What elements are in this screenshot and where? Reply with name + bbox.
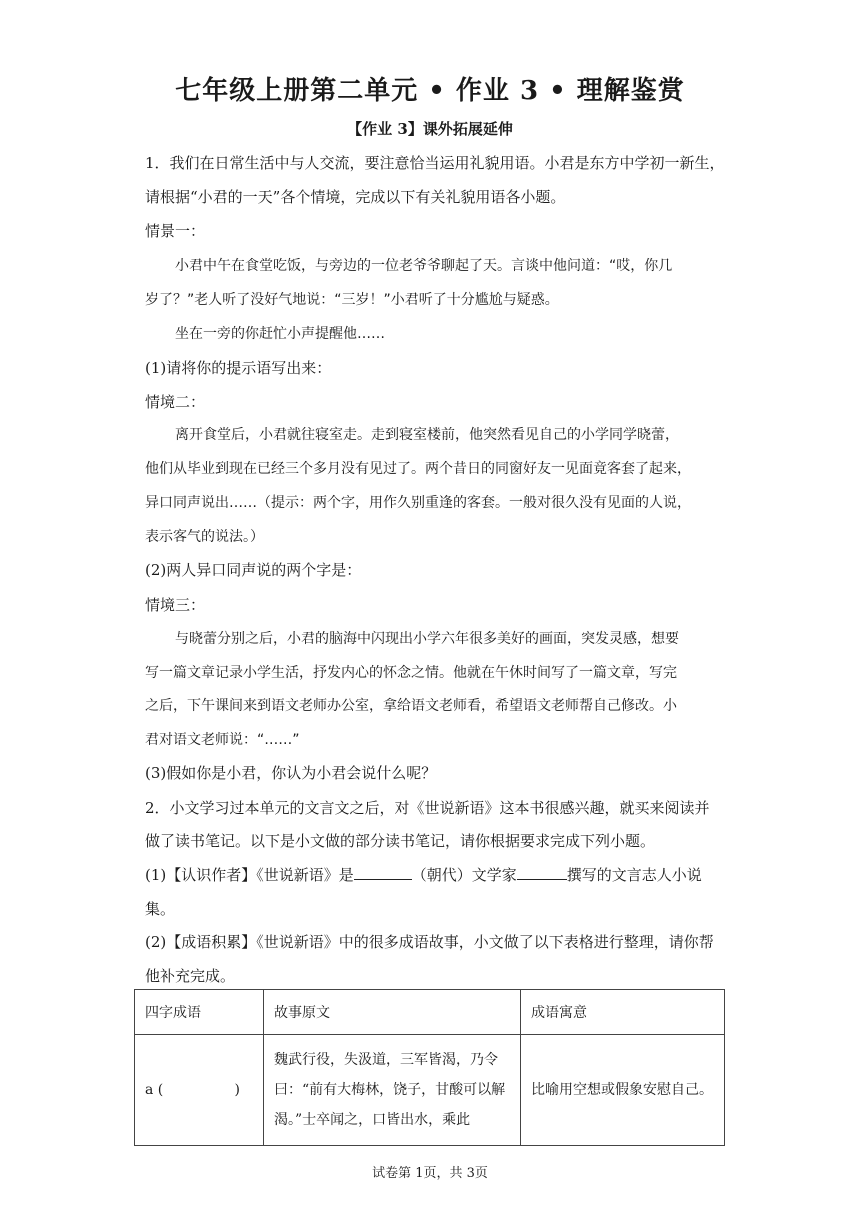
meaning-cell: 比喻用空想或假象安慰自己。: [521, 1035, 725, 1146]
section-subtitle: 【作业 3】课外拓展延伸: [347, 120, 513, 138]
story-cell: 魏武行役，失汲道，三军皆渴，乃令曰：“前有大梅林，饶子，甘酸可以解渴。”士卒闻之，口皆出水，乘此: [264, 1035, 521, 1146]
q2-sub1: [145, 864, 702, 885]
scene3-line-2: 写一篇文章记录小学生活，抒发内心的怀念之情。他就在午休时间写了一篇文章，写完: [145, 665, 677, 681]
q2-sub1-text-b: （朝代）文学家: [411, 866, 517, 884]
q1-sub1: (1)请将你的提示语写出来：: [145, 359, 332, 377]
scene3-line-1: 与晓蕾分别之后，小君的脑海中闪现出小学六年很多美好的画面，突发灵感，想要: [175, 631, 679, 647]
scene2-line-4: 表示客气的说法。）: [145, 529, 264, 545]
scene1-line-1: 小君中午在食堂吃饭，与旁边的一位老爷爷聊起了天。言谈中他问道：“哎，你几: [175, 258, 673, 274]
scene1-line-2: 岁了？”老人听了没好气地说：“三岁！”小君听了十分尴尬与疑惑。: [145, 292, 559, 308]
author-blank[interactable]: [517, 865, 567, 880]
q2-sub1-continued: 集。: [145, 900, 176, 918]
scene2-line-3: 异口同声说出……（提示：两个字，用作久别重逢的客套。一般对很久没有见面的人说，: [145, 495, 691, 511]
table-row: [135, 1035, 725, 1146]
scene2-line-1: 离开食堂后，小君就往寝室走。走到寝室楼前，他突然看见自己的小学同学晓蕾，: [175, 427, 679, 443]
page-title: 七年级上册第二单元 • 作业 3 • 理解鉴赏: [175, 76, 685, 106]
q1-sub3: (3)假如你是小君，你认为小君会说什么呢？: [145, 764, 437, 782]
scene3-line-4: 君对语文老师说：“……”: [145, 732, 300, 748]
scene3-label: 情境三：: [145, 596, 206, 614]
header-story: 故事原文: [264, 990, 521, 1035]
idiom-cell[interactable]: a ( ): [135, 1035, 264, 1146]
table-header-row: [135, 990, 725, 1035]
q1-sub2: (2)两人异口同声说的两个字是：: [145, 561, 362, 579]
q2-sub1-text-a: (1)【认识作者】《世说新语》是: [145, 866, 354, 884]
scene1-label: 情景一：: [145, 222, 206, 240]
scene3-line-3: 之后，下午课间来到语文老师办公室，拿给语文老师看，希望语文老师帮自己修改。小: [145, 698, 677, 714]
idiom-table: [134, 989, 725, 1146]
page-footer: 试卷第 1页，共 3页: [372, 1166, 488, 1181]
q1-line-2: 请根据“小君的一天”各个情境，完成以下有关礼貌用语各小题。: [145, 188, 566, 206]
dynasty-blank[interactable]: [354, 865, 412, 880]
q2-sub2-line-1: (2)【成语积累】《世说新语》中的很多成语故事，小文做了以下表格进行整理，请你帮: [145, 933, 714, 951]
q2-line-1: 2．小文学习过本单元的文言文之后，对《世说新语》这本书很感兴趣，就买来阅读并: [145, 799, 710, 817]
q2-sub2-line-2: 他补充完成。: [145, 967, 236, 985]
scene1-line-3: 坐在一旁的你赶忙小声提醒他……: [175, 326, 385, 342]
q2-sub1-text-c: 撰写的文言志人小说: [566, 866, 702, 884]
q2-line-2: 做了读书笔记。以下是小文做的部分读书笔记，请你根据要求完成下列小题。: [145, 832, 656, 850]
scene2-label: 情境二：: [145, 393, 206, 411]
scene2-line-2: 他们从毕业到现在已经三个多月没有见过了。两个昔日的同窗好友一见面竟客套了起来，: [145, 461, 691, 477]
header-idiom: 四字成语: [135, 990, 264, 1035]
q1-line-1: 1．我们在日常生活中与人交流，要注意恰当运用礼貌用语。小君是东方中学初一新生，: [145, 154, 725, 172]
header-meaning: 成语寓意: [521, 990, 725, 1035]
